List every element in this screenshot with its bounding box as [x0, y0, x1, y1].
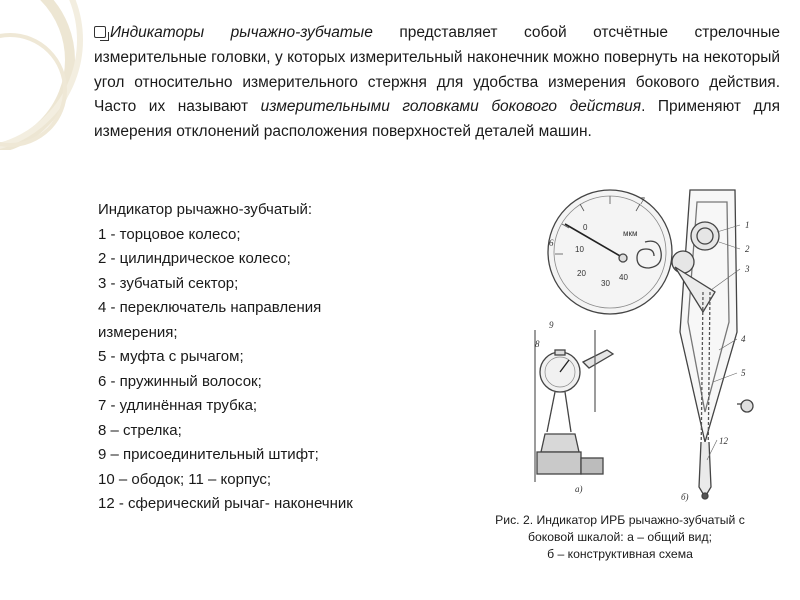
knob [741, 400, 753, 412]
figure-sub-b: б) [681, 492, 689, 502]
legend-item: 3 - зубчатый сектор; [98, 274, 239, 292]
caption-line: Рис. 2. Индикатор ИРБ рычажно-зубчатый с [495, 513, 745, 527]
indicator-drawing [505, 182, 775, 507]
intro-term: Индикаторы рычажно-зубчатые [110, 24, 373, 41]
part-label: 1 [745, 220, 750, 230]
legend-item: 1 - торцовое колесо; [98, 225, 241, 243]
legend-item: 6 - пружинный волосок; [98, 372, 262, 390]
legend-item: 10 – ободок; 11 – корпус; [98, 470, 272, 488]
part-label: 2 [745, 244, 750, 254]
caption-line: боковой шкалой: а – общий вид; [528, 530, 712, 544]
intro-text-2: . Применяют для измерения отклонений расположения поверхностей деталей машин. [94, 98, 780, 141]
legend-item: 5 - муфта с рычагом; [98, 348, 244, 365]
legend-title: Индикатор рычажно-зубчатый: [98, 201, 313, 218]
legend-item: измерения; [98, 323, 178, 341]
part-label: 9 [549, 320, 554, 330]
legend-item: 9 – присоединительный штифт; [98, 446, 319, 463]
dial-label: 0 [583, 223, 588, 232]
part-label: 7 [640, 196, 645, 206]
indicator-figure [505, 182, 775, 507]
dial-label: мкм [623, 229, 638, 238]
legend-item: 4 - переключатель направления [98, 299, 322, 316]
part-label: 12 [719, 436, 728, 446]
dial-label: 10 [575, 245, 584, 254]
intro-paragraph [94, 21, 780, 145]
legend-item: 12 - сферический рычаг- наконечник [98, 495, 353, 512]
part-label: 4 [741, 334, 746, 344]
part-label: 8 [535, 339, 540, 349]
checkbox-bullet-icon [94, 26, 106, 38]
part-label: 3 [745, 264, 750, 274]
intro-term-2: измерительными головками бокового действия [260, 98, 642, 116]
work-piece [537, 452, 581, 474]
gear-icon [672, 251, 694, 273]
dial-label: 30 [601, 279, 610, 288]
legend-item: 8 – стрелка; [98, 421, 182, 439]
figure-sub-a: а) [575, 484, 583, 494]
figure-caption [440, 512, 800, 563]
part-label: 5 [741, 368, 746, 378]
dial-label: 40 [619, 273, 628, 282]
caption-line: б – конструктивная схема [547, 547, 693, 561]
tip-lever [699, 442, 711, 497]
legend-item: 7 - удлинённая трубка; [98, 397, 258, 414]
legend-list [98, 198, 428, 517]
legend-item: 2 - цилиндрическое колесо; [98, 250, 291, 267]
part-label: 6 [549, 238, 554, 248]
dial-label: 20 [577, 269, 586, 278]
gear-icon [691, 222, 719, 250]
intro-text-1: представляет собой отсчётные стрелочные измерительные головки, у которых измерительный наконечник можно повернуть на некоторый угол относительно измерительного стержня для удобства измерения бокового действия. Часто их называют [94, 24, 780, 116]
